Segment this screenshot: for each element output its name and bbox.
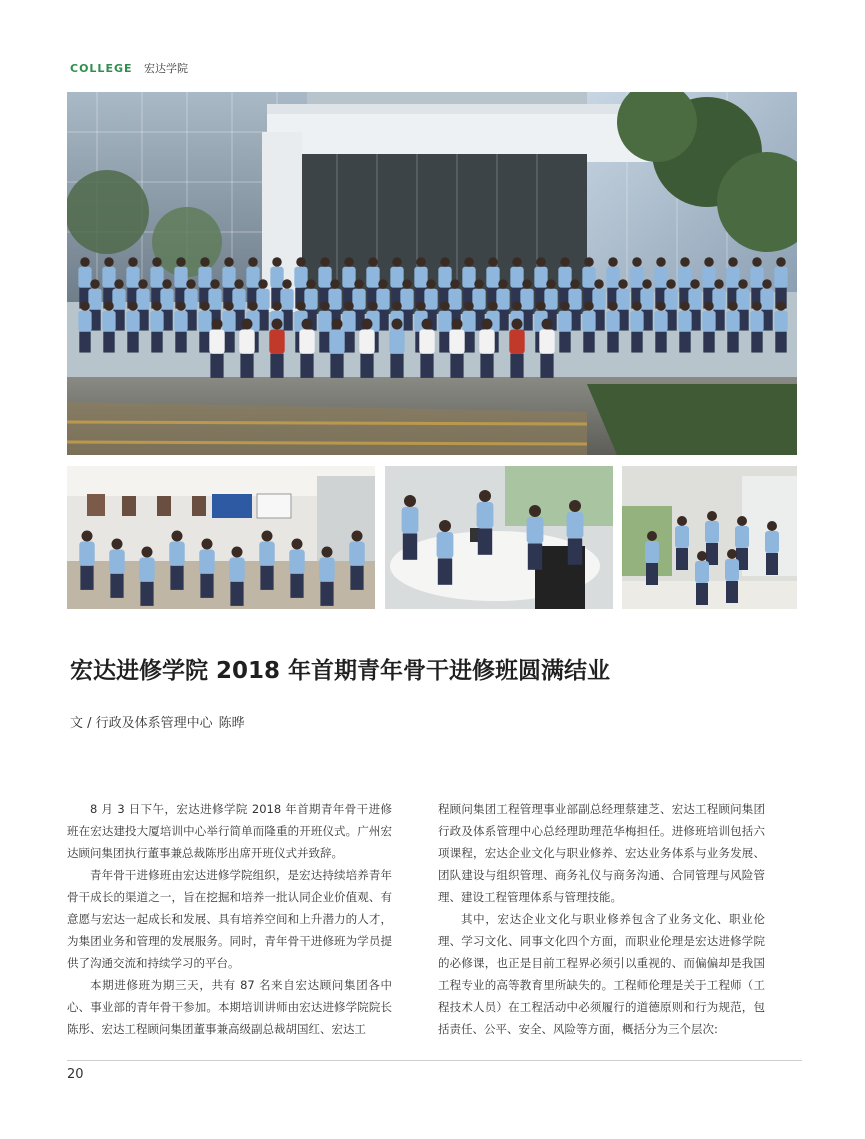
group-discussion-photo: [622, 466, 797, 609]
page-number: 20: [67, 1067, 84, 1082]
article-column-right: [438, 798, 765, 1040]
paragraph: 本期进修班为期三天，共有 87 名来自宏达顾问集团各中心、事业部的青年骨干参加。本期培训讲师由宏达进修学院院长陈彤、宏达工程顾问集团董事兼高级副总裁胡国红、宏达工: [67, 978, 392, 1036]
group-photo: [67, 92, 797, 455]
meeting-photo: [385, 466, 613, 609]
paragraph: 青年骨干进修班由宏达进修学院组织，是宏达持续培养青年骨干成长的渠道之一，旨在挖掘和培养一批认同企业价值观、有意愿与宏达一起成长和发展、具有培养空间和上升潜力的人才，为集团业务和管理的发展服务。同时，青年骨干进修班为学员提供了沟通交流和持续学习的平台。: [67, 868, 392, 970]
paragraph: 程顾问集团工程管理事业部副总经理蔡建芝、宏达工程顾问集团行政及体系管理中心总经理助理范华梅担任。进修班培训包括六项课程，宏达企业文化与职业修养、宏达业务体系与业务发展、团队建设与组织管理、商务礼仪与商务沟通、合同管理与风险管理、建设工程管理体系与管理技能。: [438, 802, 765, 904]
classroom-photo: [67, 466, 375, 609]
section-label: COLLEGE: [70, 62, 133, 75]
byline-author: 陈晔: [218, 716, 245, 731]
article-title: 宏达进修学院 2018 年首期青年骨干进修班圆满结业: [70, 658, 611, 684]
paragraph: 其中，宏达企业文化与职业修养包含了业务文化、职业伦理、学习文化、同事文化四个方面，而职业伦理是宏达进修学院的必修课，也正是目前工程界必须引以重视的、而偏偏却是我国工程专业的高等教育里所缺失的。工程师伦理是关于工程师（工程技术人员）在工程活动中必须履行的道德原则和行为规范，包括责任、公平、安全、风险等方面，概括分为三个层次:: [438, 912, 765, 1036]
article-byline: [70, 712, 245, 731]
brand-label: 宏达学院: [144, 62, 188, 75]
footer-divider: [67, 1060, 802, 1061]
running-header: [70, 62, 188, 76]
paragraph: 8 月 3 日下午，宏达进修学院 2018 年首期青年骨干进修班在宏达建投大厦培训中心举行简单而隆重的开班仪式。广州宏达顾问集团执行董事兼总裁陈彤出席开班仪式并致辞。: [67, 802, 392, 860]
article-column-left: [67, 798, 392, 1040]
byline-department: 文 / 行政及体系管理中心: [70, 716, 213, 731]
